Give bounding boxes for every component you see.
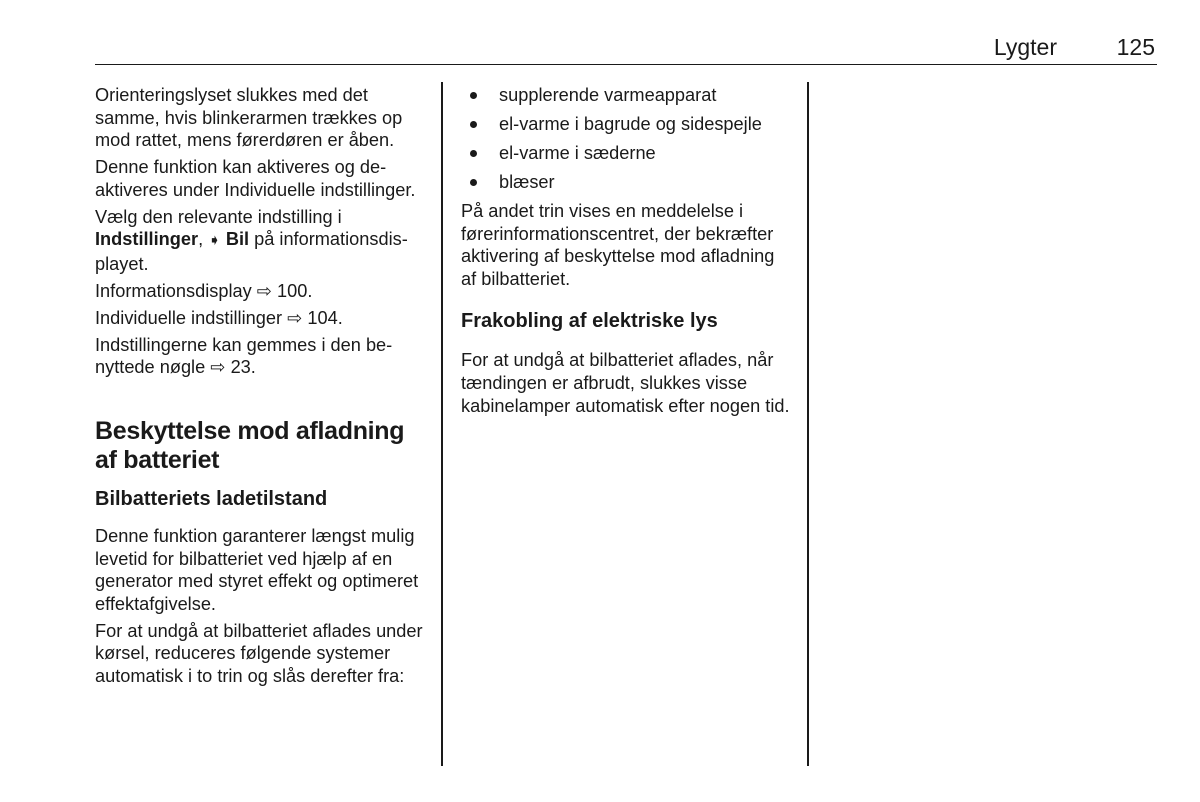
subsection-heading: Bilbatteriets ladetilstand (95, 488, 328, 511)
subsection-heading-lights: Frakobling af elektriske lys (461, 310, 718, 333)
arrow-right-icon: ➧ (208, 232, 221, 250)
page-ref-icon: ⇨ (287, 307, 303, 328)
column-divider-1 (441, 82, 443, 766)
paragraph-second-stage: På andet trin vises en meddelelse i førerinformationscentret, der bekræfter aktivering af beskyttelse mod afladning af bilbatteriet. (461, 200, 775, 289)
list-item (461, 142, 791, 165)
paragraph-cabin-lamps: For at undgå at bilbatteriet aflades, når tændingen er afbrudt, slukkes visse kabinelamper automatisk efter nogen tid. (461, 350, 790, 416)
select-setting-end: på informationsdisplayet. (95, 229, 408, 274)
paragraph-battery-life: Denne funktion garanterer længst mulig levetid for bilbatteriet ved hjælp af en generator med styret effekt og optimeret effektafgivelse. (95, 526, 419, 614)
column-divider-2 (807, 82, 809, 766)
page-ref-icon: ⇨ (256, 280, 272, 301)
select-setting-text: Vælg den relevante indstilling i (95, 206, 342, 227)
ref-individual-settings (95, 307, 425, 330)
bullet-icon (470, 92, 477, 99)
ref-info-display (95, 280, 425, 303)
bullet-icon (470, 121, 477, 128)
ref-individual-settings-page: 104. (302, 307, 343, 328)
list-item (461, 113, 791, 136)
ref-key-settings-page: 23. (225, 357, 256, 378)
paragraph-reduce-systems: For at undgå at bilbatteriet aflades under kørsel, reduceres følgende systemer automatisk i to trin og slås derefter fra: (95, 620, 423, 687)
list-item (461, 84, 791, 107)
page-ref-icon: ⇨ (210, 357, 226, 378)
page-header (95, 30, 1157, 65)
paragraph-select-setting (95, 206, 425, 276)
paragraph-orientation-light: Orienteringslyset slukkes med det samme, hvis blinkerarmen trækkes op mod rattet, mens førerdøren er åben. (95, 85, 403, 151)
bullet-icon (470, 179, 477, 186)
ref-info-display-page: 100. (272, 280, 313, 301)
section-title: Lygter (993, 34, 1057, 60)
list-item-text: supplerende varmeapparat (499, 85, 717, 105)
section-heading: Beskyttelse mod afladning af batteriet (95, 417, 405, 475)
menu-car: Bil (220, 229, 250, 250)
menu-settings: Indstillinger (95, 229, 199, 250)
list-item-text: blæser (499, 171, 555, 192)
list-item-text: el-varme i sæderne (499, 142, 656, 163)
column-left (95, 84, 425, 692)
separator: , (198, 229, 209, 250)
ref-info-display-text: Informationsdisplay (95, 280, 257, 301)
list-item-text: el-varme i bagrude og sidespejle (499, 113, 762, 134)
systems-list (461, 84, 791, 194)
bullet-icon (470, 150, 477, 157)
list-item (461, 171, 791, 194)
page-number: 125 (1116, 34, 1155, 60)
column-right (461, 84, 791, 421)
ref-key-settings (95, 334, 425, 379)
ref-individual-settings-text: Individuelle indstillinger (95, 307, 288, 328)
paragraph-activation: Denne funktion kan aktiveres og deaktiveres under Individuelle indstillinger. (95, 157, 416, 200)
ref-key-settings-text: Indstillingerne kan gemmes i den benyttede nøgle (95, 334, 393, 378)
